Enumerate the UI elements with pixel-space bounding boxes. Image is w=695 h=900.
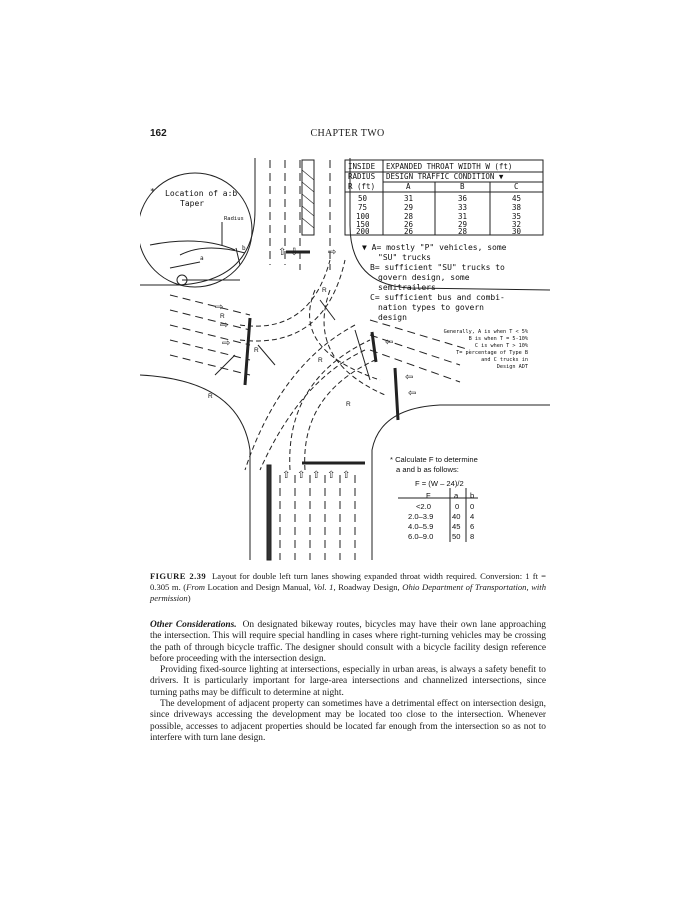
f-table-cell: 4 — [470, 512, 475, 521]
legend-line: "SU" trucks — [378, 253, 431, 262]
radius-label: R — [254, 347, 259, 354]
lane-arrow-icon: ⇦ — [405, 372, 414, 383]
lane-line — [170, 295, 250, 375]
table-cell: 150 — [356, 220, 370, 229]
lane-arrow-icon: ⇦ — [408, 388, 417, 399]
general-note: B is when T = 5-10% — [468, 336, 528, 342]
median-hatch — [302, 170, 314, 228]
body-text — [150, 620, 546, 744]
general-note: and C trucks in — [481, 357, 528, 363]
table-cell: 31 — [458, 212, 468, 221]
f-table-cell: 6.0–9.0 — [408, 532, 434, 541]
inset-curve — [150, 241, 245, 255]
turn-path — [290, 340, 375, 470]
inset-a-label: a — [200, 255, 204, 262]
paragraph-text: On designated bikeway routes, bicycles may have their own lane approaching the intersection. This will require special handling in cases where right-turning vehicles may be crossing the path of through bicycle traffic. The designer should consult with a bicycle facility design reference before proceeding with the intersection design. — [150, 620, 546, 664]
lane-arrow-icon: ⇨ — [222, 338, 231, 349]
caption-source: Ohio Department of Transportation, with permission — [150, 582, 546, 603]
intersection-figure — [140, 150, 550, 570]
table-cell: 36 — [458, 194, 468, 203]
table-col-header: INSIDE — [348, 162, 376, 171]
inset-title: Taper — [180, 199, 205, 208]
lane-line — [280, 475, 355, 560]
f-table-cell: 8 — [470, 532, 475, 541]
lane-arrow-icon: ⇦ — [385, 337, 394, 348]
table-title: EXPANDED THROAT WIDTH W (ft) — [386, 162, 513, 171]
f-table-cell: 6 — [470, 522, 475, 531]
lane-arrow-icon: ⇧ — [282, 470, 291, 481]
f-table-cell: 45 — [452, 522, 461, 531]
legend-line: govern design, some — [378, 273, 470, 282]
general-note: C is when T > 10% — [474, 343, 528, 349]
section-heading: Other Considerations. — [150, 620, 237, 630]
paragraph: The development of adjacent property can sometimes have a detrimental effect on intersection design, since driveways accessing the development may be located too close to the intersection. Whenever possible, accesses to adjacent properties should be located far enough from the intersection so as not to interfere with turn lane design. — [150, 699, 546, 743]
f-table-cell: 0 — [470, 502, 475, 511]
radius-label: R — [220, 313, 225, 320]
table-cell: 31 — [404, 194, 414, 203]
general-note: Design ADT — [496, 364, 528, 370]
chapter-title: CHAPTER TWO — [310, 128, 385, 139]
caption-source: ) — [187, 593, 191, 603]
table-cell: 200 — [356, 227, 370, 236]
table-cell: 29 — [458, 220, 468, 229]
f-table-header: b — [470, 491, 475, 500]
f-table-header: F — [426, 491, 431, 500]
table-col-label: C — [514, 182, 519, 191]
f-table-cell: <2.0 — [416, 502, 431, 511]
table-cell: 30 — [512, 227, 522, 236]
caption-text: Layout for double left turn lanes showing expanded throat width required. Conversion: 1 ft = 0.305 m. ( — [150, 571, 547, 592]
f-table-cell: 4.0–5.9 — [408, 522, 434, 531]
caption-source: From — [186, 582, 205, 592]
radius-label: R — [208, 393, 213, 400]
legend-line: ▼ A= mostly "P" vehicles, some — [362, 243, 507, 252]
legend-line: design — [378, 313, 407, 322]
radius-label: R — [318, 357, 323, 364]
radius-label: R — [322, 287, 327, 294]
f-table-cell: 0 — [455, 502, 460, 511]
table-cell: 28 — [458, 227, 468, 236]
inset-b-label: b — [242, 245, 246, 252]
general-note: T= percentage of Type B — [456, 350, 528, 356]
inset-title: Location of a:b — [165, 189, 238, 198]
table-cell: 26 — [404, 220, 414, 229]
lane-arrow-icon: ⇨ — [215, 302, 224, 313]
inset-asterisk: * — [150, 187, 155, 196]
table-cell: 33 — [458, 203, 468, 212]
legend-line: C= sufficient bus and combi- — [370, 293, 505, 302]
table-cell: 35 — [512, 212, 522, 221]
table-cell: 75 — [358, 203, 368, 212]
figure-caption — [150, 571, 546, 604]
radius-label: R — [346, 401, 351, 408]
lane-arrow-icon: ⇧ — [327, 470, 336, 481]
table-cell: 32 — [512, 220, 522, 229]
page-number: 162 — [150, 128, 167, 139]
table-col-label: B — [460, 182, 465, 191]
legend-line: nation types to govern — [378, 303, 484, 312]
legend-line: B= sufficient "SU" trucks to — [370, 263, 505, 272]
road-edge — [140, 375, 250, 560]
f-table-cell: 2.0–3.9 — [408, 512, 434, 521]
caption-source: Location and Design Manual, — [204, 582, 314, 592]
general-note: Generally, A is when T < 5% — [443, 329, 528, 335]
legend-line: semitrailers — [378, 283, 436, 292]
table-cell: 50 — [358, 194, 368, 203]
median-island — [267, 465, 271, 560]
f-table-cell: 50 — [452, 532, 461, 541]
inset-arrow — [170, 222, 240, 268]
calc-note: a and b as follows: — [396, 465, 459, 474]
turn-path — [240, 260, 345, 341]
lane-arrow-icon: ⇧ — [278, 247, 287, 258]
table-cell: 28 — [404, 212, 414, 221]
lane-arrow-icon: ⇧ — [297, 470, 306, 481]
f-table-header: a — [454, 491, 459, 500]
figure-label: FIGURE 2.39 — [150, 571, 207, 581]
inset-radius-label: Radius — [224, 216, 244, 222]
lane-arrow-icon: ⇨ — [328, 247, 337, 258]
table-col-label: A — [406, 182, 411, 191]
caption-source: Roadway Design, — [335, 582, 403, 592]
table-cell: 45 — [512, 194, 522, 203]
table-col-header: RADIUS — [348, 172, 376, 181]
f-table-cell: 40 — [452, 512, 461, 521]
table-cell: 29 — [404, 203, 414, 212]
page-header — [150, 128, 545, 142]
table-cell: 38 — [512, 203, 522, 212]
lane-arrow-icon: ⇧ — [312, 470, 321, 481]
formula: F = (W – 24)/2 — [415, 479, 464, 488]
table-cell: 26 — [404, 227, 414, 236]
paragraph: Providing fixed-source lighting at intersections, especially in urban areas, is always a safety benefit to drivers. It is particularly important for large-area intersections and channelized intersections, since turning paths may be difficult to determine at night. — [150, 665, 546, 698]
lane-arrow-icon: ⇧ — [342, 470, 351, 481]
table-cell: 100 — [356, 212, 370, 221]
table-subtitle: DESIGN TRAFFIC CONDITION ▼ — [386, 172, 504, 181]
lane-arrow-icon: ⇨ — [220, 320, 229, 331]
lane-arrow-icon: ⇩ — [290, 247, 299, 258]
paragraph — [150, 620, 546, 665]
calc-note: * Calculate F to determine — [390, 455, 478, 464]
caption-source: Vol. 1, — [313, 582, 336, 592]
table-col-header: R (ft) — [348, 182, 376, 191]
